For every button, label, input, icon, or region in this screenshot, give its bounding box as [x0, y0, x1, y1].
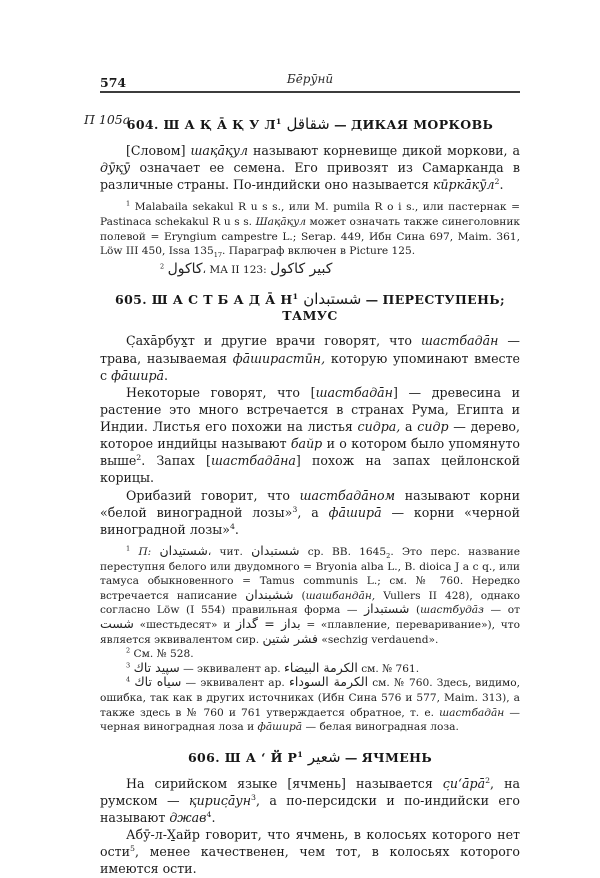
text-segment: فشر شتين [262, 630, 318, 646]
text-segment: ( [409, 604, 421, 617]
text-segment: см. № 760. Здесь, видимо, ошибка, так как в других источниках (Ибн Сина 576 и 577, Maim. 313), а также здесь в № 760 и 761 утверждается обратное, т. е. [100, 677, 521, 719]
text-segment: ششبندان [245, 586, 294, 602]
text-segment: с̣и‘а̄ра̄ [442, 775, 486, 791]
text-segment: см. № 761. [357, 662, 420, 675]
section-605-footnote-4 [100, 676, 520, 734]
running-title: Бе̄рӯнӣ [286, 72, 334, 86]
text-segment: . [164, 367, 169, 383]
margin-note: П 105а [84, 112, 131, 127]
text-segment: фа̄шира̄ [328, 504, 382, 520]
text-segment: شستبدان [251, 542, 300, 558]
text-segment: — эквивалент ар. [181, 677, 289, 690]
text-segment: — трава, называемая [100, 333, 520, 366]
text-segment: Орибазий говорит, что [126, 487, 300, 503]
text-segment: ] похож на запах цейлонской корицы. [100, 453, 520, 486]
text-segment: называют корневище дикой моркови, а [247, 143, 520, 158]
section-604-paragraph-1 [100, 142, 520, 193]
text-segment: 1 [126, 199, 131, 208]
text-segment: الكرمة السوداء [288, 674, 369, 690]
text-segment: , менее качественен, чем тот, в колосьях которого имеются ости. [100, 844, 520, 877]
text-segment: 17 [213, 251, 223, 260]
text-segment: а [400, 419, 418, 435]
text-segment: سپيد تاك [133, 659, 180, 675]
text-segment: «шестьдесят» и [133, 618, 236, 631]
text-segment: фа̄шира̄ [111, 367, 165, 383]
text-segment: шастбуда̄з [420, 604, 484, 617]
section-604-heading [100, 115, 520, 133]
text-segment: которую упоминают вместе с [100, 350, 520, 383]
text-segment: شستيدان [159, 542, 208, 558]
text-segment: . [499, 177, 504, 193]
text-segment: шақа̄қул [190, 143, 248, 158]
text-segment: может означать также синеголовник полевой = Eryngium campestre L.; Serap. 449, Ибн Сина 697, Maim. 361, Löw III 450, Issa 135 [100, 215, 521, 258]
text-segment: , а по-персидски и по-индийски его называют [100, 792, 521, 826]
text-segment: На сирийском языке [ячмень] называется [126, 775, 443, 791]
text-segment: 5 [130, 844, 135, 854]
page-header [100, 72, 520, 93]
text-segment: Malabaila sekakul R u s s., или M. pumila R o i s., или пастернак = Pastinaca schekakul R u s s. [100, 201, 520, 228]
text-segment: 3 [292, 504, 298, 514]
text-segment: Некоторые говорят, что [ [126, 384, 316, 400]
text-segment: шастбада̄н [315, 384, 393, 400]
text-segment: 4 [126, 675, 131, 684]
section-606 [100, 748, 520, 878]
text-segment: = «плавление, переваривание»), что является эквивалентом сир. [100, 618, 520, 646]
text-segment: 1 [275, 116, 282, 126]
text-segment: شستبداز [364, 601, 410, 617]
text-segment: сидра, [357, 419, 401, 435]
text-segment: 606. [187, 749, 225, 765]
text-segment: шастбада̄на [210, 453, 296, 469]
text-segment: بداز = گداز [235, 615, 301, 631]
text-segment: ср. BB. 1645 [299, 545, 387, 558]
text-segment: . [211, 810, 216, 826]
text-segment: См. № 528. [130, 648, 194, 661]
text-segment: джав [169, 810, 207, 826]
section-605 [100, 290, 520, 734]
text-segment: شستبدان [303, 290, 362, 309]
text-segment: — корни «черной виноградной лозы» [100, 504, 520, 537]
text-segment: Ш А С Т Б А Д А̄ Н [151, 292, 293, 308]
text-segment [151, 546, 159, 558]
text-segment: كاكول [167, 260, 203, 277]
text-segment: «sechzig verdauend». [317, 633, 439, 646]
text-segment: шашбанда̄н, [305, 589, 376, 602]
text-segment: 2 [494, 177, 500, 187]
text-segment: Vullers II 428), однако согласно Löw (I 554) правильная форма — [100, 589, 520, 617]
text-segment: 3 [126, 661, 131, 670]
text-segment: 4 [206, 809, 212, 819]
text-segment: . Параграф включен в Picture 125. [222, 245, 416, 258]
text-segment: 2 [485, 775, 491, 785]
text-segment: — белая виноградная лоза. [302, 721, 459, 734]
text-segment: ( [293, 589, 306, 602]
text-segment: [Словом] [126, 143, 191, 158]
text-segment: شست [100, 615, 134, 631]
text-segment: Шақа̄қул [255, 215, 306, 228]
text-segment: 3 [251, 792, 256, 802]
section-605-footnote-1 [100, 542, 520, 647]
text-segment: и о котором было упомянуто выше [100, 436, 520, 469]
section-606-heading [100, 748, 520, 766]
text-segment: . Запах [ [141, 453, 211, 469]
text-segment: , на румском — [100, 775, 520, 808]
text-segment: шастбада̄н [439, 706, 505, 719]
text-segment: сидр [417, 419, 449, 435]
text-segment: байр [290, 436, 323, 452]
text-segment: фа̄ширастӣн, [232, 350, 326, 366]
text-segment: 2 [160, 262, 165, 271]
section-604-footnote-2 [100, 262, 520, 278]
text-segment: ، чит. [207, 545, 252, 558]
text-segment: фа̄шира̄ [257, 721, 303, 734]
section-605-heading [100, 290, 520, 323]
text-segment: — ПЕРЕСТУПЕНЬ; ТАМУС [282, 292, 506, 324]
section-606-paragraph-1 [100, 775, 520, 826]
text-segment: — черная виноградная лоза и [100, 706, 520, 734]
text-segment: كبير كاكول [270, 260, 333, 277]
section-605-paragraph-3 [100, 487, 520, 538]
section-605-footnotes [100, 542, 521, 735]
text-segment: ] — древесина и растение это много встречается в странах Рума, Египта и Индии. Листья его похожи на листья [100, 384, 521, 435]
section-605-paragraph-1 [100, 332, 520, 383]
text-segment: . [234, 521, 239, 537]
section-605-paragraph-2 [100, 384, 520, 487]
text-segment: شعير [307, 747, 341, 766]
text-segment: 2 [386, 552, 391, 561]
text-segment: называют корни «белой виноградной лозы» [100, 487, 520, 520]
text-segment: . Это перс. название переступня белого или двудомного = Bryonia alba L., B. dioica J a c q., или тамуса обыкновенного = Tamus communis L.; см. № 760. Нередко встречается написание [100, 545, 520, 602]
section-604 [100, 115, 520, 277]
text-segment: 2 [136, 453, 142, 463]
text-segment: 2 [126, 646, 131, 655]
text-segment: дӯқӯ [100, 160, 131, 176]
section-604-footnotes [100, 200, 520, 277]
section-604-footnote-1 [100, 200, 520, 258]
text-segment: — от [483, 604, 520, 617]
text-segment: қирис̣а̄ун [188, 792, 252, 808]
text-segment: — ЯЧМЕНЬ [340, 749, 433, 765]
text-segment: ، MA II 123: [202, 263, 271, 276]
text-segment: Ш А Қ А̄ Қ У Л [163, 117, 276, 132]
text-segment: 1 [126, 544, 131, 553]
text-segment: кӣрка̄кӯл [432, 177, 495, 193]
text-segment: — ДИКАЯ МОРКОВЬ [329, 117, 494, 132]
text-segment: означает ее семена. Его привозят из Самарканда в различные страны. По-индийски оно называется [100, 160, 520, 193]
page-number: 574 [100, 75, 127, 90]
text-segment: — эквивалент ар. [179, 662, 285, 675]
text-segment: Абӯ-л-Х̱айр говорит, что ячмень, в колосьях которого нет ости [100, 827, 520, 860]
text-segment: П: [138, 545, 152, 558]
text-segment: 604. [126, 117, 164, 132]
text-segment: شقاقل [286, 115, 330, 133]
text-segment: 1 [292, 292, 299, 302]
text-segment: 605. [114, 292, 152, 308]
text-segment: С̣аха̄рбух̱т и другие врачи говорят, что [126, 333, 421, 349]
text-segment: سياه تاك [134, 674, 182, 690]
text-segment: , а [297, 504, 329, 520]
text-segment: шастбада̄ном [299, 487, 396, 503]
text-segment: шастбада̄н [420, 333, 499, 349]
text-segment: 1 [297, 749, 304, 759]
text-segment: Ш А ‘ Й Р [224, 749, 298, 765]
text-segment: 4 [229, 521, 235, 531]
section-606-paragraph-2 [100, 826, 520, 877]
text-segment: الكرمة البيضاء [284, 659, 358, 675]
text-segment: — дерево, которое индийцы называют [100, 419, 521, 452]
